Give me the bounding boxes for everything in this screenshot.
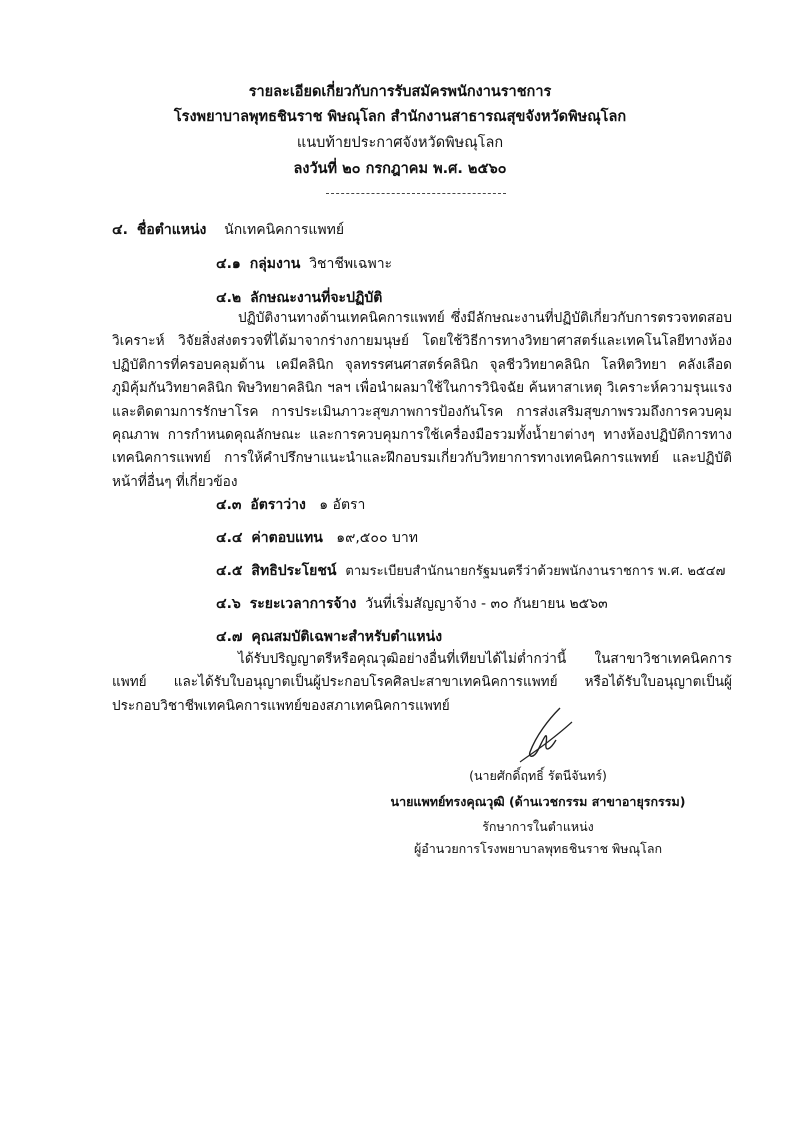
section-value: ๑๙,๕๐๐ บาท <box>336 530 418 546</box>
qualification-paragraph <box>112 648 732 718</box>
position-heading <box>112 219 344 241</box>
section-number: ๔.๕ <box>216 563 243 579</box>
section-4-2 <box>216 287 382 309</box>
section-label: สิทธิประโยชน์ <box>251 563 337 579</box>
section-4-4 <box>216 527 418 549</box>
header-divider <box>326 193 506 194</box>
section-label: ลักษณะงานที่จะปฏิบัติ <box>250 290 383 306</box>
header-line-2: โรงพยาบาลพุทธชินราช พิษณุโลก สำนักงานสาธารณสุขจังหวัดพิษณุโลก <box>173 109 627 125</box>
section-4-5 <box>216 560 725 582</box>
signatory-name: (นายศักดิ์ฤทธิ์ รัตนีจันทร์) <box>469 768 607 783</box>
position-value: นักเทคนิคการแพทย์ <box>224 222 345 238</box>
position-number: ๔. <box>112 222 128 238</box>
section-4-3 <box>216 494 365 516</box>
section-number: ๔.๗ <box>216 629 243 645</box>
section-label: ค่าตอบแทน <box>251 530 323 546</box>
handwritten-signature <box>500 700 580 770</box>
job-description-text: ปฏิบัติงานทางด้านเทคนิคการแพทย์ ซึ่งมีลักษณะงานที่ปฏิบัติเกี่ยวกับการตรวจทดสอบ วิเคราะห์ วิจัยสิ่งส่งตรวจที่ได้มาจากร่างกายมนุษย์ โดยใช้วิธีการทางวิทยาศาสตร์และเทคโนโลยีทางห้องปฏิบัติการที่ครอบคลุมด้าน เคมีคลินิก จุลทรรศนศาสตร์คลินิก จุลชีววิทยาคลินิก โลหิตวิทยา คลังเลือด ภูมิคุ้มกันวิทยาคลินิก พิษวิทยาคลินิก ฯลฯ เพื่อนำผลมาใช้ในการวินิจฉัย ค้นหาสาเหตุ วิเคราะห์ความรุนแรงและติดตามการรักษาโรค การประเมินภาวะสุขภาพการป้องกันโรค การส่งเสริมสุขภาพรวมถึงการควบคุมคุณภาพ การกำหนดคุณลักษณะ และการควบคุมการใช้เครื่องมือรวมทั้งน้ำยาต่างๆ ทางห้องปฏิบัติการทางเทคนิคการแพทย์ การให้คำปรึกษาแนะนำและฝึกอบรมเกี่ยวกับวิทยาการทางเทคนิคการแพทย์ และปฏิบัติหน้าที่อื่นๆ ที่เกี่ยวข้อง <box>112 310 732 490</box>
section-value: ตามระเบียบสำนักนายกรัฐมนตรีว่าด้วยพนักงานราชการ พ.ศ. ๒๕๔๗ <box>345 564 726 579</box>
header-line-3: แนบท้ายประกาศจังหวัดพิษณุโลก <box>296 135 504 151</box>
section-number: ๔.๖ <box>216 596 241 612</box>
job-description-paragraph <box>112 307 732 494</box>
header-date-line: ลงวันที่ ๒๐ กรกฎาคม พ.ศ. ๒๕๖๐ <box>293 161 507 177</box>
section-4-1 <box>216 253 392 275</box>
section-4-7 <box>216 626 442 648</box>
signatory-acting: รักษาการในตำแหน่ง <box>482 819 594 834</box>
section-label: ระยะเวลาการจ้าง <box>249 596 357 612</box>
section-value: วิชาชีพเฉพาะ <box>309 256 393 272</box>
section-label: กลุ่มงาน <box>249 256 301 272</box>
qualification-text: ได้รับปริญญาตรีหรือคุณวุฒิอย่างอื่นที่เทียบได้ไม่ต่ำกว่านี้ ในสาขาวิชาเทคนิคการแพทย์ และได้รับใบอนุญาตเป็นผู้ประกอบโรคศิลปะสาขาเทคนิคการแพทย์ หรือได้รับใบอนุญาตเป็นผู้ประกอบวิชาชีพเทคนิคการแพทย์ของสภาเทคนิคการแพทย์ <box>112 651 732 714</box>
section-value: ๑ อัตรา <box>319 497 366 513</box>
section-number: ๔.๓ <box>216 497 242 513</box>
header-line-1: รายละเอียดเกี่ยวกับการรับสมัครพนักงานราชการ <box>248 84 552 100</box>
section-number: ๔.๑ <box>216 256 241 272</box>
signatory-organization: ผู้อำนวยการโรงพยาบาลพุทธชินราช พิษณุโลก <box>413 841 663 856</box>
section-label: คุณสมบัติเฉพาะสำหรับตำแหน่ง <box>251 629 443 645</box>
section-value: วันที่เริ่มสัญญาจ้าง - ๓๐ กันยายน ๒๕๖๓ <box>365 596 608 612</box>
section-number: ๔.๔ <box>216 530 243 546</box>
section-4-6 <box>216 593 608 615</box>
section-label: อัตราว่าง <box>250 497 306 513</box>
signatory-title: นายแพทย์ทรงคุณวุฒิ (ด้านเวชกรรม สาขาอายุรกรรม) <box>390 794 686 809</box>
position-label: ชื่อตำแหน่ง <box>136 222 207 238</box>
section-number: ๔.๒ <box>216 290 242 306</box>
